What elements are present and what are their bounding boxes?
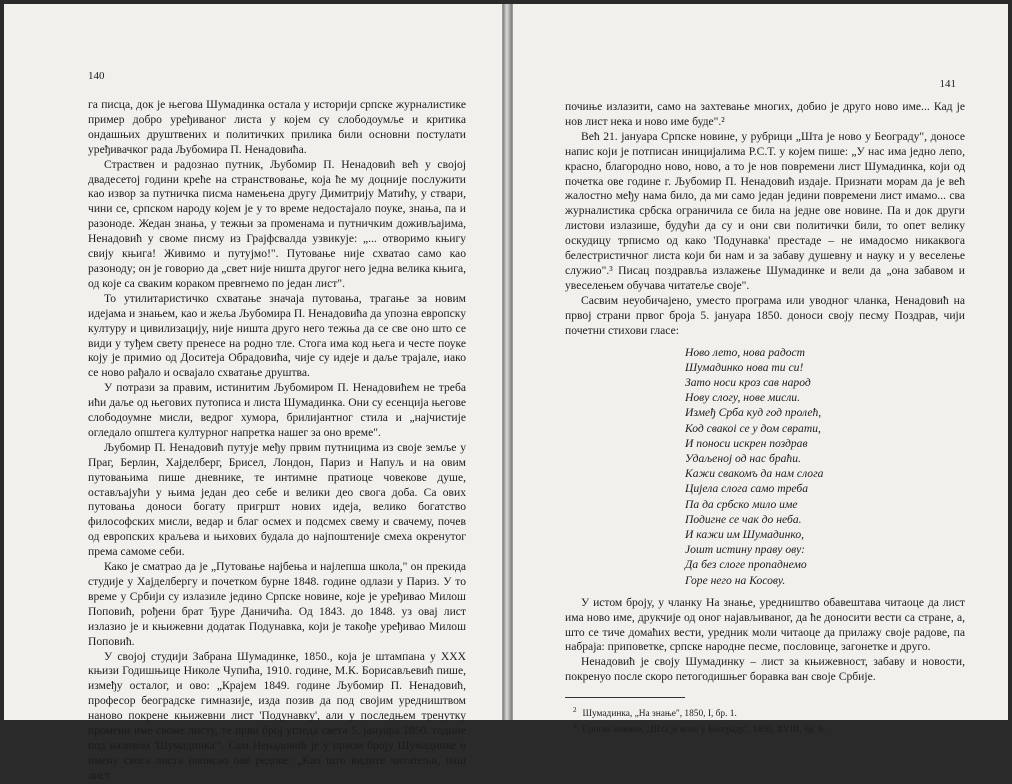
paragraph: У истом броју, у чланку На знање, уредништво обавештава читаоце да лист има ново име, друкчије од оног најављиваног, да ће доносити вести са стране, а, што се тиче домаћих вести, уредник моли читаоце да прилажу своје радове, па набраја: приповетке, српске народне песме, пословице, загонетке и друго. [565,595,965,654]
poem-line: Кажи свакомъ да нам слога [685,467,824,481]
paragraph: То утилитаристичко схватање значаја путовања, трагање за новим идејама и знањем, као и жеља Љубомира П. Ненадовића да упозна европску културу и цивилизацију, није ништа друго него тежња да се све оно што се види у туђем свету пренесе на родно тле. Стога има код њега и честе поуке коју је примио од Доситеја Обрадовића, чије су идеје и даље трајале, иако се ново рађало и освајало схватање друштва. [88,291,466,380]
right-page-text [565,100,965,736]
paragraph: Сасвим неуобичајено, уместо програма или уводног чланка, Ненадовић на првој страни првог броја 5. јануара 1850. доноси своју песму Поздрав, чији почетни стихови гласе: [565,293,965,337]
poem-line: Јошт истину праву ову: [685,543,806,557]
footnote-mark: 2 [573,706,577,715]
paragraph: га писца, док је његова Шумадинка остала у историји српске журналистике пример добро уређиваног листа у којем су слободоумље и критика ондашњих друштвених и политичких прилика били основни постулати уређивачког рада Љубомира П. Ненадовића. [88,98,466,156]
page-number-left: 140 [88,70,105,82]
footnote-text: Српске новине, „Шта је ново у Београду", 1850, XVIII, бр. 9. [582,725,826,736]
poem-line: Шумадинко нова ти си! [685,360,804,374]
left-page-text [88,98,466,784]
poem-line: Подигне се чак до неба. [685,512,802,526]
page-number-right: 141 [939,78,956,90]
poem-line: Удаљеној од нас браћи. [685,451,801,465]
paragraph: Љубомир П. Ненадовић путује међу првим путницима из своје земље у Праг, Берлин, Хајделберг, Брисел, Лондон, Париз и Напуљ и на овим путовањима пише дневнике, те интимне пратиоце човекове душе, остављајући у њима један део себе и велики део свога доба. Са ових путовања доноси богату пригршт нових идеја, велико богатство философских мисли, ведар и благ осмех и подсмех свему и свачему, почев од европских краљева и њихових будала до најпоштеније смеха окренутог према самоме себи. [88,440,466,559]
poem-line: Зато носи кроз сав народ [685,375,811,389]
paragraph: Како је сматрао да је „Путовање најбења и најлепша школа," он прекида студије у Хајделбергу и почетком бурне 1848. године одлази у Париз. У то време у Србији су излазиле једино Српске новине, које је уређивао Милош Поповић, рођени брат Ђуре Даничића. Од 1843. до 1848. уз овај лист излазио је и књижевни додатак Подунавка, који је такође уређивао Милош Поповић. [88,560,466,648]
footnote-rule [565,697,685,698]
left-page [4,4,503,782]
poem-line: Ново лето, нова радост [685,345,806,359]
poem [685,345,965,588]
paragraph: Страствен и радознао путник, Љубомир П. Ненадовић већ у својој двадесетој години креће на странствовање, која ће му доцније послужити као извор за путничка писма намењена другу Димитрију Матићу, у ствари, чини се, српском народу којем је у то време недостајало поуке, знања, па и разоноде. Жедан знања, у тежњи за променама и путничким доживљајима, Ненадовић у своме писму из Грајфсвалда узвикује: „... отворимо књигу свију књига! Живимо и путујмо!". Путовање није схватао само као разоноду; он је говорио да „свет није ништа другог него једна велика књига, од које са сваким кораком превrнемо по један лист". [88,157,466,290]
poem-line: И поноси искрен поздрав [685,436,808,450]
poem-line: Измеђ Срба куд год пролећ, [685,406,822,420]
book-gutter [503,4,512,720]
paragraph: почиње излазити, само на захтевање многих, добио је друго ново име... Кад је нов лист нека и ново име буде".² [565,100,965,128]
footnote-text: Шумадинка, „На знање", 1850, I, бр. 1. [582,709,737,720]
poem-line: Нову слогу, нове мисли. [685,391,800,405]
paragraph: У својој студији Забрана Шумадинке, 1850., која је штампана у XXX књизи Годишњице Николе Чупића, 1910. године, М.К. Борисављевић пише, између осталог, и ово: „Крајем 1849. године Љубомир П. Ненадовић, професор београдске гимназије, изда позив да под својим уредништвом наново покрене књижевни лист 'Подунавку', али у последњем тренутку промени име своме листу, те први број угледа света 5. јануара 1850. године под називом 'Шумадинка'". Сам Ненадовић је у првом броју Шумадинке о имену свога листа написао ове редове: „Као што видите читатељи, наш лист [88,649,466,782]
poem-line: Па да србско мило име [685,497,798,511]
right-page [512,4,1008,736]
poem-line: Да без слоге пропаднемо [685,558,807,572]
paragraph: Већ 21. јануара Српске новине, у рубрици „Шта је ново у Београду", доносе напис који је потписан иницијалима Р.С.Т. у којем пише: „У нас има једно лепо, красно, благородно ново, ново, а то је нов повремени лист Шумадинка, који од почетка ове године г. Љубомир П. Ненадовић издаје. Признати морам да је већ жалостно међу нама било, да ми само један једини повремени лист имамо... сва журналистика србска ограничила се била на једне ове новине. Па и док други листови излазише, будући да су и они сви политички били, то опет велику оскудицу трписмо од како 'Подунавка' престаде – не имадосмо никаквога белестристичног листа који би нам и за забаву душевну и науку и у веселење служио".³ Писац поздравља излажење Шумадинке и вели да „она забавом и увеселењем обучава читатеље своје". [565,129,965,292]
poem-line: Горе него на Косову. [685,573,786,587]
paragraph: Ненадовић је своју Шумадинку – лист за књижевност, забаву и новости, покренуо после скоро петогодишњег боравка ван своје Србије. [565,655,965,684]
poem-line: Код свакоі се у дом сврати, [685,421,821,435]
poem-line: И кажи им Шумадинко, [685,527,805,541]
footnote-mark: 3 [573,722,577,731]
paragraph: У потрази за правим, истинитим Љубомиром П. Ненадовићем не треба ићи даље од његових путописа и листа Шумадинка. Они су есенција његове слободоумне мисли, ведрог хумора, брилијантног стила и „најчистије огледало општега културног напретка нашег за оно време". [88,381,466,439]
poem-line: Цијела слога само треба [685,482,809,496]
footnote [573,704,965,720]
footnote [573,720,965,736]
